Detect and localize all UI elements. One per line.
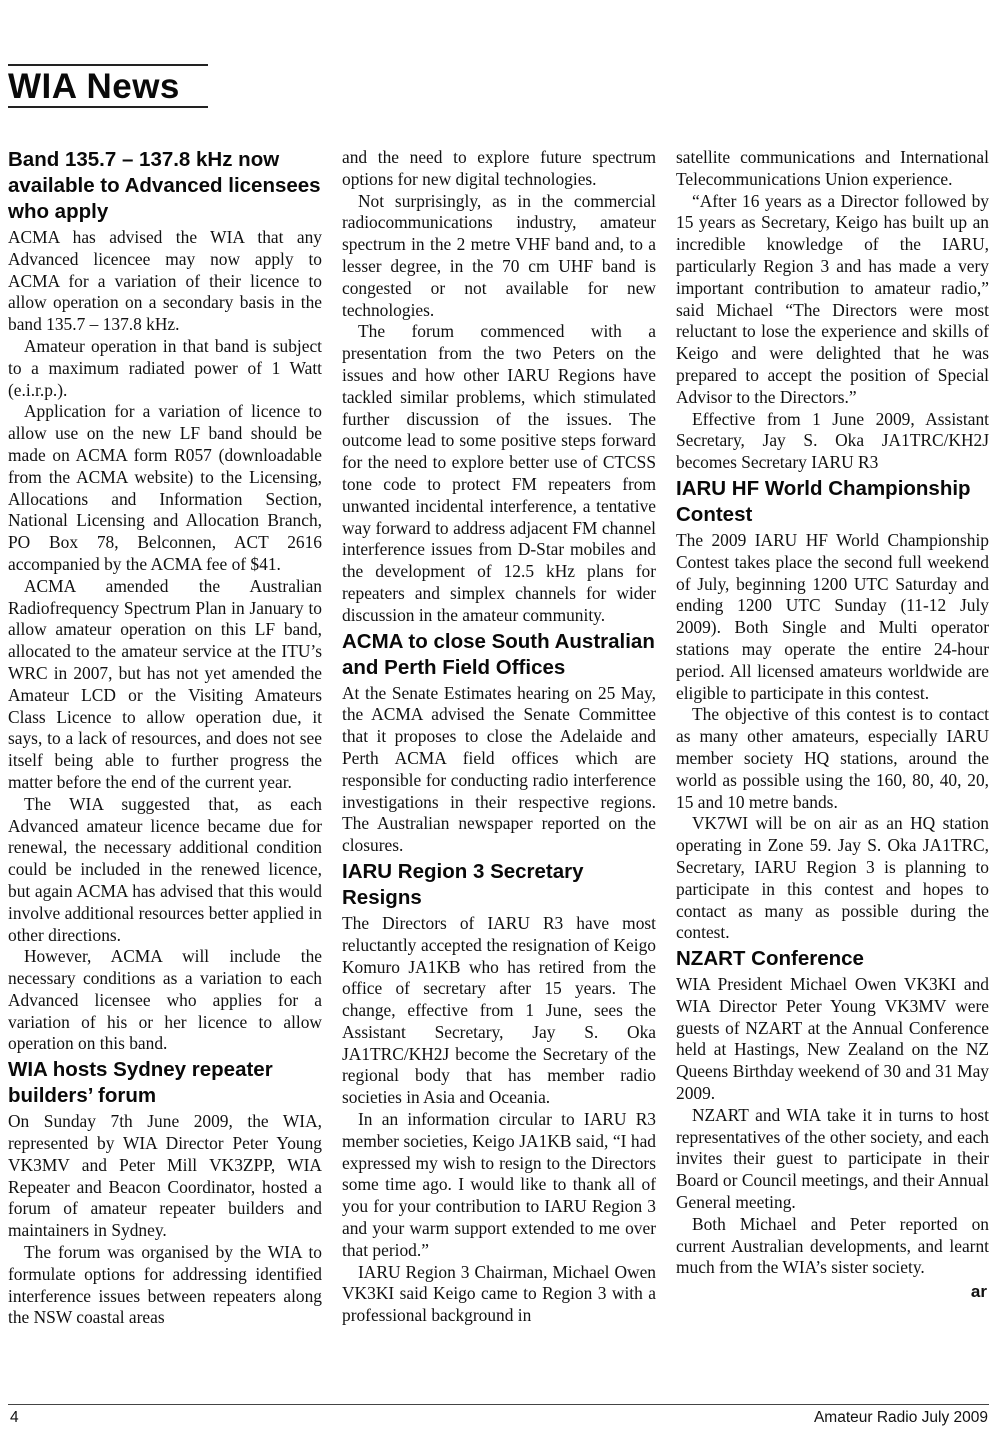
paragraph: The Directors of IARU R3 have most reluctantly accepted the resignation of Keigo Komuro JA1KB who has retired from the office of secretary after 15 years. The change, effective from 1 June, sees the Assistant Secretary, Jay S. Oka JA1TRC/KH2J become the Secretary of the regional body that has member radio societies in Asia and Oceania. bbox=[342, 912, 656, 1108]
paragraph: In an information circular to IARU R3 member societies, Keigo JA1KB said, “I had expressed my wish to resign to the Directors some time ago. I would like to thank all of you for your contribution to IARU Region 3 and your warm support extended to me over that period.” bbox=[342, 1109, 656, 1260]
masthead-bottom-rule bbox=[8, 106, 208, 108]
headline-hf-contest: IARU HF World Championship Contest bbox=[676, 476, 971, 526]
paragraph: The 2009 IARU HF World Championship Contest takes place the second full weekend of July, beginning 1200 UTC Saturday and ending 1200 UTC Sunday (11-12 July 2009). Both Single and Multi operator stations may operate the entire 24-hour period. All licensed amateurs worldwide are eligible to participate in this contest. bbox=[676, 529, 989, 703]
column-1 bbox=[8, 147, 322, 1392]
paragraph: VK7WI will be on air as an HQ station operating in Zone 59. Jay S. Oka JA1TRC, Secretary, IARU Region 3 is planning to participate in this contest and hopes to contact as many as possible during the contest. bbox=[676, 813, 989, 943]
article-end-mark: ar bbox=[970, 1282, 987, 1302]
paragraph: The WIA suggested that, as each Advanced amateur licence became due for renewal, the necessary additional condition could be included in the renewed licence, but again ACMA has advised that this would involve additional resources better applied in other directions. bbox=[8, 793, 322, 945]
paragraph: Application for a variation of licence to allow use on the new LF band should be made on ACMA form R057 (downloadable from the ACMA website) to the Licensing, Allocations and Information Section, National Licensing and Allocation Branch, PO Box 78, Belconnen, ACT 2616 accompanied by the ACMA fee of $41. bbox=[8, 401, 322, 574]
publication-footer: Amateur Radio July 2009 bbox=[813, 1409, 988, 1426]
section-masthead bbox=[8, 64, 208, 108]
headline-nzart: NZART Conference bbox=[676, 947, 864, 971]
headline-lf-band: Band 135.7 – 137.8 kHz now available to Advanced licensees who apply bbox=[8, 148, 321, 223]
page-number: 4 bbox=[10, 1409, 19, 1426]
paragraph: WIA President Michael Owen VK3KI and WIA Director Peter Young VK3MV were guests of NZART at the Annual Conference held at Hastings, New Zealand on the NZ Queens Birthday weekend of 30 and 31 May 2009. bbox=[676, 974, 989, 1104]
paragraph: The forum commenced with a presentation from the two Peters on the issues and how other IARU Regions have tackled similar problems, which stimulated further discussion of the issues. The outcome lead to some positive steps forward for the need to explore better use of CTCSS tone code to protect FM repeaters from unwanted incidental interference, a tentative way forward to address adjacent FM channel interference issues from D-Star mobiles and the development of 12.5 kHz plans for repeaters and simplex channels for wider discussion in the amateur community. bbox=[342, 321, 656, 625]
column-3 bbox=[676, 147, 989, 1392]
column-2 bbox=[342, 147, 656, 1392]
paragraph: The forum was organised by the WIA to formulate options for addressing identified interference issues between repeaters along the NSW coastal areas bbox=[8, 1242, 322, 1328]
paragraph: and the need to explore future spectrum options for new digital technologies. bbox=[342, 147, 656, 189]
paragraph: Not surprisingly, as in the commercial radiocommunications industry, amateur spectrum in the 2 metre VHF band and, to a lesser degree, in the 70 cm UHF band is congested or not available for new technologies. bbox=[342, 190, 656, 320]
paragraph: Effective from 1 June 2009, Assistant Secretary, Jay S. Oka JA1TRC/KH2J becomes Secretary IARU R3 bbox=[676, 408, 989, 473]
paragraph: On Sunday 7th June 2009, the WIA, represented by WIA Director Peter Young VK3MV and Peter Mill VK3ZPP, WIA Repeater and Beacon Coordinator, hosted a forum of amateur repeater builders and maintainers in Sydney. bbox=[8, 1111, 322, 1241]
paragraph: NZART and WIA take it in turns to host representatives of the other society, and each invites their guest to participate in their Board or Council meetings, and their Annual General meeting. bbox=[676, 1104, 989, 1213]
paragraph: The objective of this contest is to contact as many other amateurs, especially IARU member society HQ stations, around the world as possible using the 160, 80, 40, 20, 15 and 10 metre bands. bbox=[676, 704, 989, 812]
paragraph: At the Senate Estimates hearing on 25 May, the ACMA advised the Senate Committee that it proposes to close the Adelaide and Perth ACMA field offices which are responsible for conducting radio interference investigations in their respective regions. The Australian newspaper reported on the closures. bbox=[342, 682, 656, 856]
paragraph: Amateur operation in that band is subject to a maximum radiated power of 1 Watt (e.i.r.p.). bbox=[8, 335, 322, 400]
section-title: WIA News bbox=[8, 67, 180, 106]
headline-iaru-secretary: IARU Region 3 Secretary Resigns bbox=[342, 859, 584, 909]
paragraph: “After 16 years as a Director followed by 15 years as Secretary, Keigo has built up an incredible knowledge of the IARU, particularly Region 3 and has made a very important contribution to amateur radio,” said Michael “The Directors were most reluctant to lose the experience and skills of Keigo and were delighted that he was prepared to accept the position of Special Advisor to the Directors.” bbox=[676, 190, 989, 407]
paragraph: ACMA has advised the WIA that any Advanced licencee may now apply to ACMA for a variation of their licence to allow operation on a secondary basis in the band 135.7 – 137.8 kHz. bbox=[8, 227, 322, 335]
paragraph: ACMA amended the Australian Radiofrequency Spectrum Plan in January to allow amateur operation on this LF band, allocated to the amateur service at the ITU’s WRC in 2007, but has not yet amended the Amateur LCD or the Visiting Amateurs Class Licence to allow operation due, it says, to a lack of resources, and does not see itself being able to further progress the matter before the end of the current year. bbox=[8, 575, 322, 792]
headline-repeater-forum: WIA hosts Sydney repeater builders’ forum bbox=[8, 1058, 273, 1108]
paragraph: However, ACMA will include the necessary conditions as a variation to each Advanced licensee who applies for a variation of his or her licence to allow operation on this band. bbox=[8, 946, 322, 1054]
footer-rule bbox=[8, 1404, 989, 1405]
paragraph: Both Michael and Peter reported on current Australian developments, and learnt much from the WIA’s sister society. bbox=[676, 1213, 989, 1278]
headline-acma-offices: ACMA to close South Australian and Perth Field Offices bbox=[342, 629, 655, 679]
paragraph: IARU Region 3 Chairman, Michael Owen VK3KI said Keigo came to Region 3 with a professional background in bbox=[342, 1261, 656, 1326]
paragraph: satellite communications and International Telecommunications Union experience. bbox=[676, 147, 989, 189]
